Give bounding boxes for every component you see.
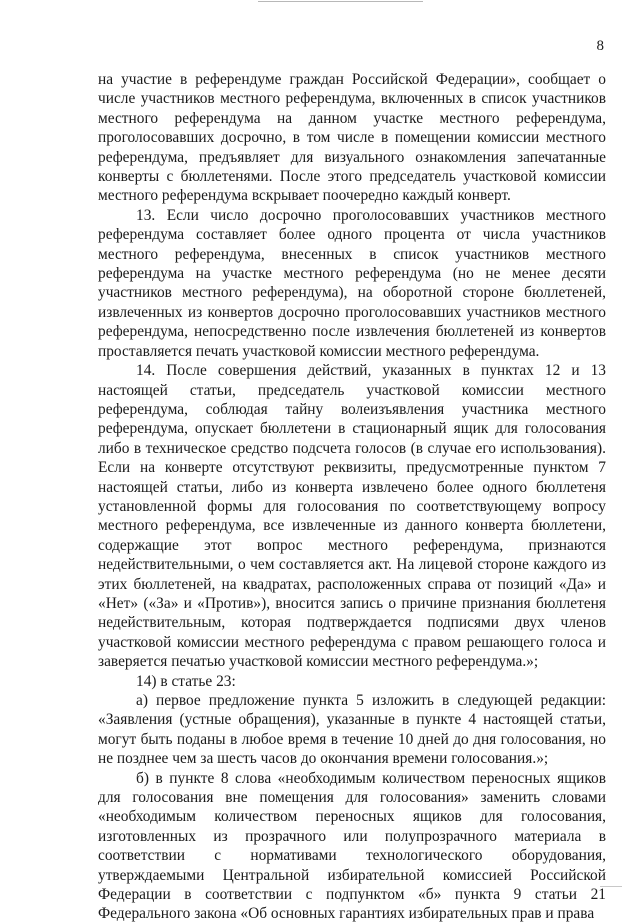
paragraph-item-14: 14. После совершения действий, указанных в пунктах 12 и 13 настоящей статьи, председатель участковой комиссии местного референдума, соблюдая тайну волеизъявления участника местного референдума, опускает бюллетени в стационарный ящик для голосования либо в техническое средство подсчета голосов (в случае его использования). Если на конверте отсутствуют реквизиты, предусмотренные пунктом 7 настоящей статьи, либо из конверта извлечено более одного бюллетеня установленной формы для голосования по соответствующему вопросу местного референдума, все извлеченные из данного конверта бюллетени, содержащие этот вопрос местного референдума, признаются недействительными, о чем составляется акт. На лицевой стороне каждого из этих бюллетеней, на квадратах, расположенных справа от позиций «Да» и «Нет» («За» и «Против»), вносится запись о причине признания бюллетеня недействительным, которая подтверждается подписями двух членов участковой комиссии местного референдума с правом решающего голоса и заверяется печатью участковой комиссии местного референдума.»;	[98, 362, 606, 671]
scan-artifact-mark	[600, 886, 622, 887]
paragraph-subitem-b: б) в пункте 8 слова «необходимым количеством переносных ящиков для голосования вне помещения для голосования» заменить словами «необходимым количеством переносных ящиков для голосования, изготовленных из прозрачного или полупрозрачного материала в соответствии с нормативами технологического оборудования, утверждаемыми Центральной избирательной комиссией Российской Федерации в соответствии с подпунктом «б» пункта 9 статьи 21 Федерального закона «Об основных гарантиях избирательных прав и права	[98, 769, 606, 923]
paragraph-item-13: 13. Если число досрочно проголосовавших участников местного референдума составляет более одного процента от числа участников местного референдума, внесенных в список участников местного референдума на участке местного референдума (но не менее десяти участников местного референдума), на оборотной стороне бюллетеней, извлеченных из конвертов досрочно проголосовавших участников местного референдума, непосредственно после извлечения бюллетеней из конвертов проставляется печать участковой комиссии местного референдума.	[98, 206, 606, 360]
paragraph-subitem-a: а) первое предложение пункта 5 изложить в следующей редакции: «Заявления (устные обращения), указанные в пункте 4 настоящей статьи, могут быть поданы в любое время в течение 10 дней до дня голосования, но не позднее чем за шесть часов до окончания времени голосования.»;	[98, 692, 606, 768]
document-body	[98, 70, 606, 924]
paragraph-amendment-article-23: 14) в статье 23:	[136, 672, 236, 690]
scan-artifact-line	[258, 1, 423, 2]
paragraph-continuation: на участие в референдуме граждан Российской Федерации», сообщает о числе участников местного референдума, включенных в список участников местного референдума на данном участке местного референдума, проголосовавших досрочно, в том числе в помещении комиссии местного референдума, предъявляет для визуального ознакомления запечатанные конверты с бюллетенями. После этого председатель участковой комиссии местного референдума вскрывает поочередно каждый конверт.	[98, 71, 606, 205]
page-number: 8	[596, 38, 604, 54]
